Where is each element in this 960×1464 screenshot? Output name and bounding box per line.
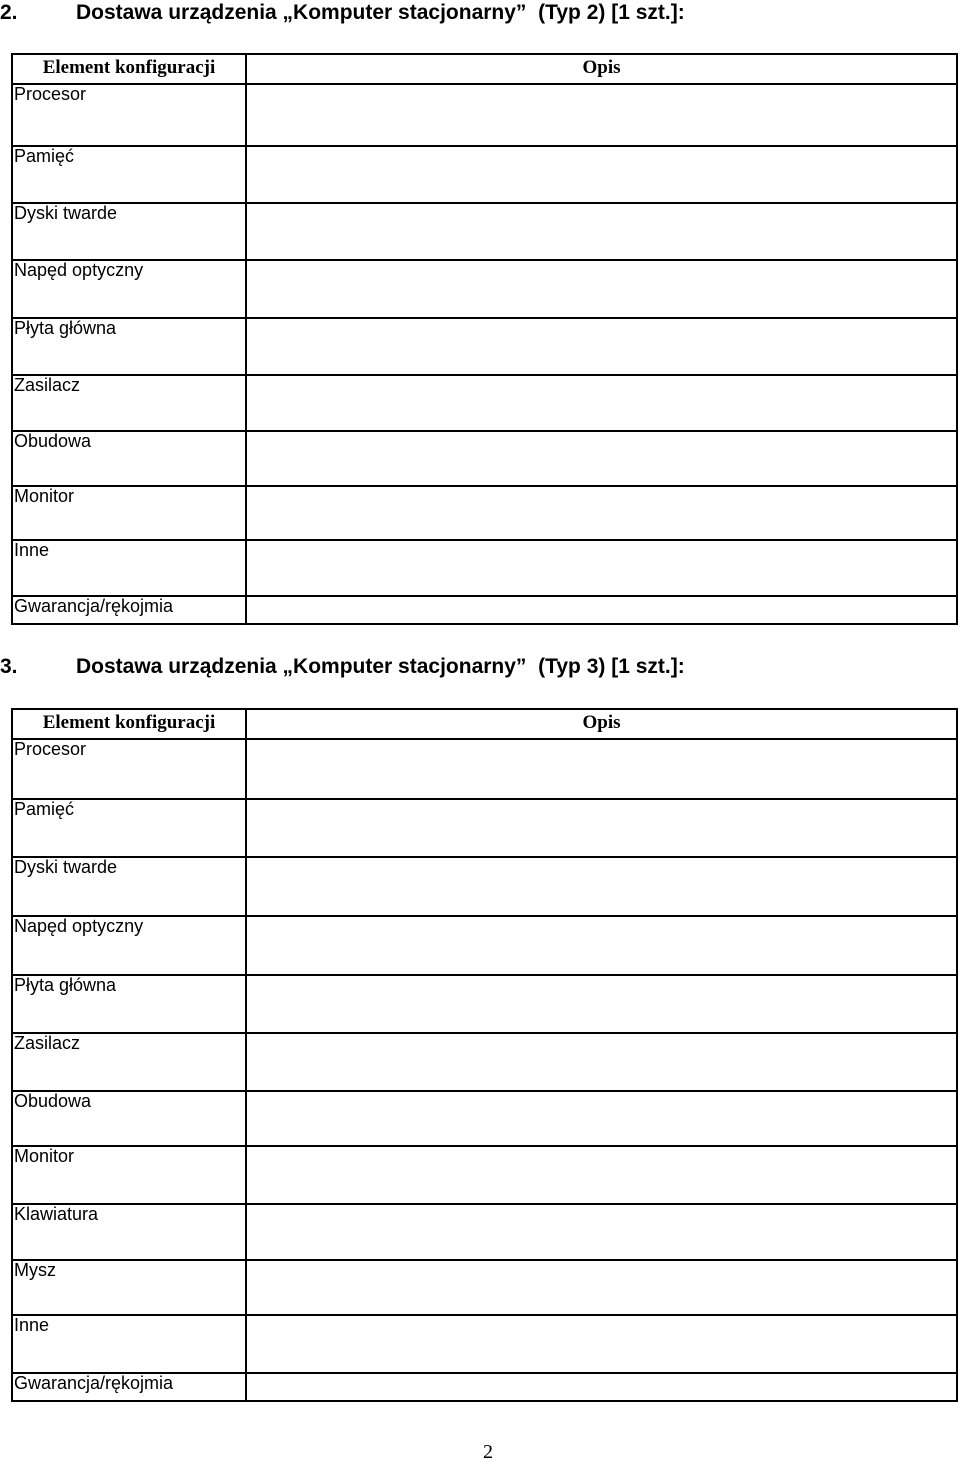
opis-header: Opis — [246, 54, 957, 84]
table-row — [12, 799, 957, 857]
opis-cell[interactable] — [246, 260, 957, 318]
element-konfiguracji-header: Element konfiguracji — [12, 709, 246, 739]
opis-cell[interactable] — [246, 1146, 957, 1204]
opis-header: Opis — [246, 709, 957, 739]
opis-cell[interactable] — [246, 84, 957, 146]
opis-cell[interactable] — [246, 486, 957, 540]
section-2-title: Dostawa urządzenia „Komputer stacjonarny” (Typ 2) [1 szt.]: — [76, 1, 685, 24]
opis-cell[interactable] — [246, 146, 957, 203]
opis-cell[interactable] — [246, 857, 957, 916]
row-label: Obudowa — [12, 1091, 246, 1146]
table-row — [12, 1315, 957, 1373]
table-row — [12, 146, 957, 203]
page-number: 2 — [483, 1441, 493, 1463]
table-row — [12, 203, 957, 260]
table-header-row — [12, 709, 957, 739]
table-row — [12, 1091, 957, 1146]
opis-cell[interactable] — [246, 975, 957, 1033]
table-row — [12, 975, 957, 1033]
element-konfiguracji-header: Element konfiguracji — [12, 54, 246, 84]
row-label: Napęd optyczny — [12, 260, 246, 318]
row-label: Gwarancja/rękojmia — [12, 596, 246, 624]
section-3-heading — [0, 654, 685, 680]
table-row — [12, 1146, 957, 1204]
opis-cell[interactable] — [246, 318, 957, 375]
opis-cell[interactable] — [246, 1373, 957, 1401]
opis-cell[interactable] — [246, 375, 957, 431]
opis-cell[interactable] — [246, 739, 957, 799]
table-row — [12, 739, 957, 799]
section-3-title: Dostawa urządzenia „Komputer stacjonarny” (Typ 3) [1 szt.]: — [76, 655, 685, 678]
row-label: Zasilacz — [12, 1033, 246, 1091]
row-label: Pamięć — [12, 799, 246, 857]
table-row — [12, 84, 957, 146]
table-header-row — [12, 54, 957, 84]
table-row — [12, 857, 957, 916]
table-row — [12, 260, 957, 318]
section-3-config-table — [11, 708, 958, 1402]
row-label: Monitor — [12, 1146, 246, 1204]
opis-cell[interactable] — [246, 540, 957, 596]
opis-cell[interactable] — [246, 1315, 957, 1373]
table-row — [12, 1204, 957, 1260]
row-label: Inne — [12, 540, 246, 596]
opis-cell[interactable] — [246, 916, 957, 975]
opis-cell[interactable] — [246, 799, 957, 857]
table-row — [12, 318, 957, 375]
row-label: Gwarancja/rękojmia — [12, 1373, 246, 1401]
row-label: Napęd optyczny — [12, 916, 246, 975]
opis-cell[interactable] — [246, 1204, 957, 1260]
row-label: Pamięć — [12, 146, 246, 203]
row-label: Monitor — [12, 486, 246, 540]
opis-cell[interactable] — [246, 1033, 957, 1091]
table-row — [12, 596, 957, 624]
table-row — [12, 1260, 957, 1315]
row-label: Inne — [12, 1315, 246, 1373]
table-row — [12, 1373, 957, 1401]
row-label: Klawiatura — [12, 1204, 246, 1260]
opis-cell[interactable] — [246, 1091, 957, 1146]
table-row — [12, 375, 957, 431]
row-label: Płyta główna — [12, 318, 246, 375]
table-row — [12, 431, 957, 486]
opis-cell[interactable] — [246, 431, 957, 486]
section-2-heading — [0, 0, 685, 26]
table-row — [12, 916, 957, 975]
table-row — [12, 486, 957, 540]
row-label: Procesor — [12, 739, 246, 799]
opis-cell[interactable] — [246, 203, 957, 260]
section-2-number: 2. — [0, 1, 18, 24]
row-label: Dyski twarde — [12, 857, 246, 916]
section-2-config-table — [11, 53, 958, 625]
table-row — [12, 540, 957, 596]
row-label: Dyski twarde — [12, 203, 246, 260]
row-label: Procesor — [12, 84, 246, 146]
row-label: Zasilacz — [12, 375, 246, 431]
row-label: Obudowa — [12, 431, 246, 486]
table-row — [12, 1033, 957, 1091]
row-label: Płyta główna — [12, 975, 246, 1033]
opis-cell[interactable] — [246, 1260, 957, 1315]
opis-cell[interactable] — [246, 596, 957, 624]
section-3-number: 3. — [0, 655, 18, 678]
row-label: Mysz — [12, 1260, 246, 1315]
